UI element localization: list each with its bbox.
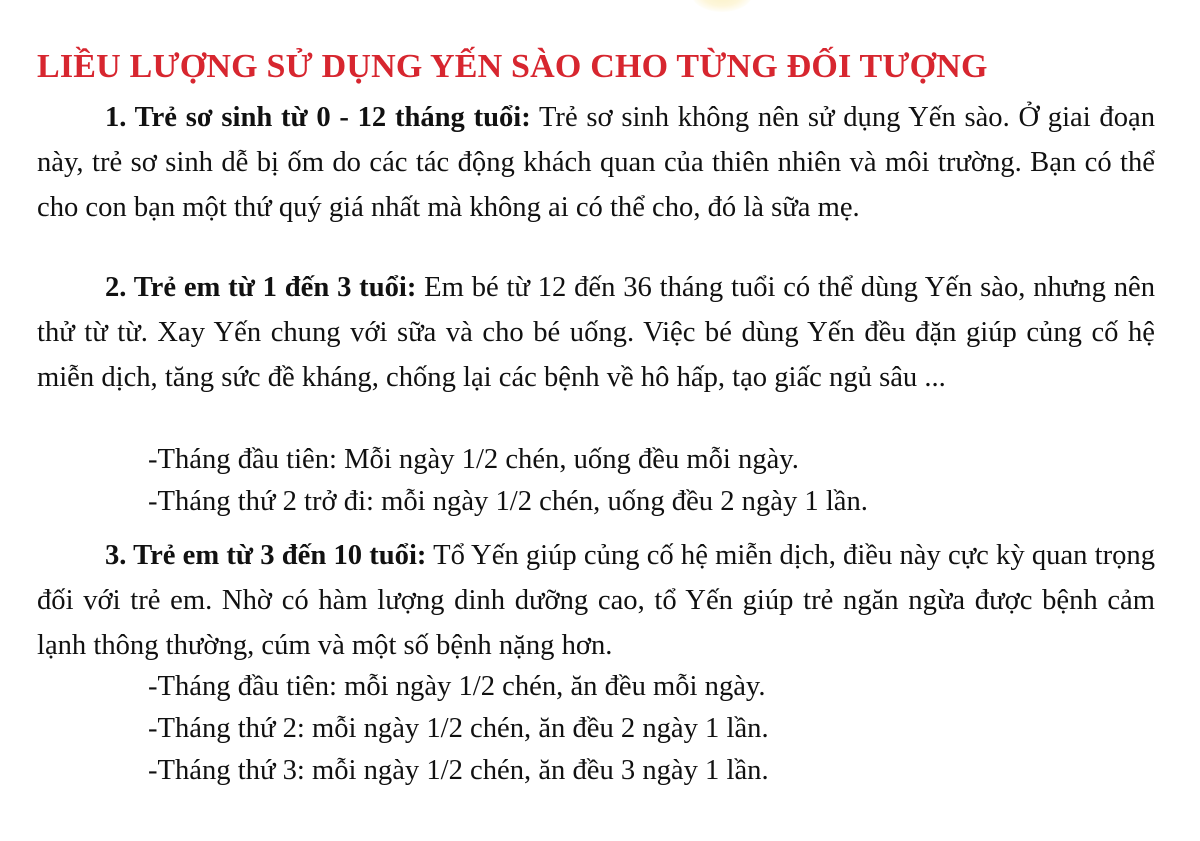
section-3-bullet-2: -Tháng thứ 2: mỗi ngày 1/2 chén, ăn đều 2 ngày 1 lần. xyxy=(148,713,769,744)
section-3-bullet-3: -Tháng thứ 3: mỗi ngày 1/2 chén, ăn đều 3 ngày 1 lần. xyxy=(148,755,769,786)
page-title: LIỀU LƯỢNG SỬ DỤNG YẾN SÀO CHO TỪNG ĐỐI TƯỢNG xyxy=(37,48,988,85)
section-2-bullet-2: -Tháng thứ 2 trở đi: mỗi ngày 1/2 chén, uống đều 2 ngày 1 lần. xyxy=(148,486,868,517)
section-1-heading: 1. Trẻ sơ sinh từ 0 - 12 tháng tuổi: xyxy=(105,102,531,133)
section-3-paragraph xyxy=(37,533,1155,668)
section-1-paragraph xyxy=(37,95,1155,230)
decorative-light-glow xyxy=(692,0,752,12)
section-2-text: Em bé từ 12 đến 36 tháng tuổi có thể dùng Yến sào, nhưng nên thử từ từ. Xay Yến chung với sữa và cho bé uống. Việc bé dùng Yến đều đặn giúp củng cố hệ miễn dịch, tăng sức đề kháng, chống lại các bệnh về hô hấp, tạo giấc ngủ sâu ... xyxy=(37,272,1155,393)
section-3-bullet-1: -Tháng đầu tiên: mỗi ngày 1/2 chén, ăn đều mỗi ngày. xyxy=(148,671,766,702)
section-2-bullet-1: -Tháng đầu tiên: Mỗi ngày 1/2 chén, uống đều mỗi ngày. xyxy=(148,444,799,475)
section-3-text: Tổ Yến giúp củng cố hệ miễn dịch, điều này cực kỳ quan trọng đối với trẻ em. Nhờ có hàm lượng dinh dưỡng cao, tổ Yến giúp trẻ ngăn ngừa được bệnh cảm lạnh thông thường, cúm và một số bệnh nặng hơn. xyxy=(37,540,1155,661)
section-3-heading: 3. Trẻ em từ 3 đến 10 tuổi: xyxy=(105,540,427,571)
section-2-paragraph xyxy=(37,265,1155,400)
section-2-heading: 2. Trẻ em từ 1 đến 3 tuổi: xyxy=(105,272,417,303)
section-1-text: Trẻ sơ sinh không nên sử dụng Yến sào. Ở giai đoạn này, trẻ sơ sinh dễ bị ốm do các tác động khách quan của thiên nhiên và môi trường. Bạn có thể cho con bạn một thứ quý giá nhất mà không ai có thể cho, đó là sữa mẹ. xyxy=(37,102,1155,223)
